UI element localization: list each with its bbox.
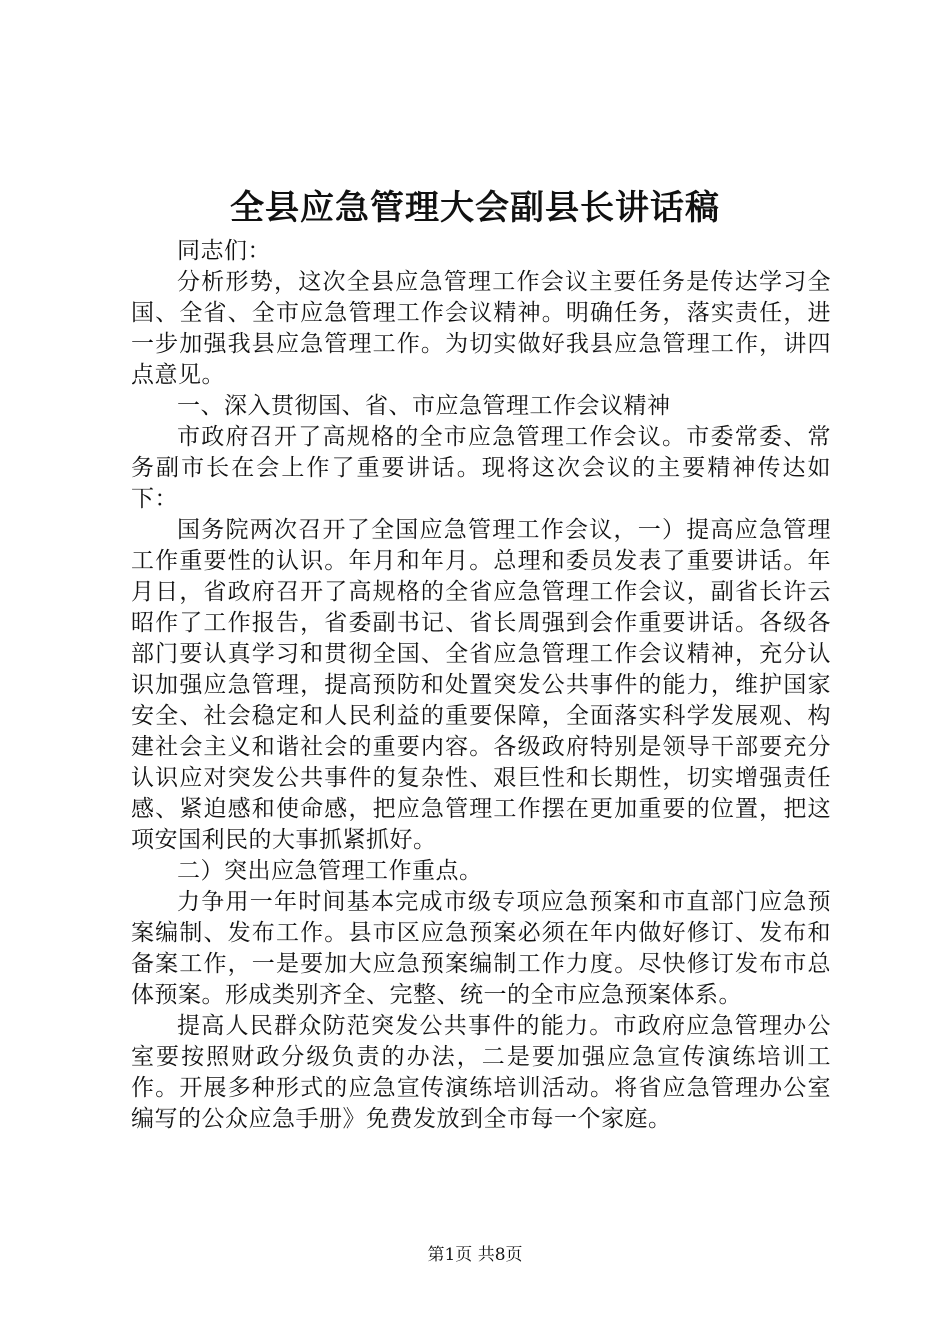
paragraph: 力争用一年时间基本完成市级专项应急预案和市直部门应急预案编制、发布工作。县市区应急预案必须在年内做好修订、发布和备案工作，一是要加大应急预案编制工作力度。尽快修订发布市总体预案。形成类别齐全、完整、统一的全市应急预案体系。: [131, 889, 831, 1008]
document-title: 全县应急管理大会副县长讲话稿: [230, 188, 720, 228]
page-number-footer: 第1页 共8页: [427, 1245, 523, 1265]
paragraph: 市政府召开了高规格的全市应急管理工作会议。市委常委、常务副市长在会上作了重要讲话。现将这次会议的主要精神传达如下：: [131, 424, 831, 512]
section-heading: 一、深入贯彻国、省、市应急管理工作会议精神: [177, 393, 671, 419]
document-body: [131, 236, 831, 1135]
salutation: 同志们：: [177, 238, 271, 264]
paragraph: 国务院两次召开了全国应急管理工作会议，一）提高应急管理工作重要性的认识。年月和年月。总理和委员发表了重要讲话。年月日，省政府召开了高规格的全省应急管理工作会议，副省长许云昭作了工作报告，省委副书记、省长周强到会作重要讲话。各级各部门要认真学习和贯彻全国、全省应急管理工作会议精神，充分认识加强应急管理，提高预防和处置突发公共事件的能力，维护国家安全、社会稳定和人民利益的重要保障，全面落实科学发展观、构建社会主义和谐社会的重要内容。各级政府特别是领导干部要充分认识应对突发公共事件的复杂性、艰巨性和长期性，切实增强责任感、紧迫感和使命感，把应急管理工作摆在更加重要的位置，把这项安国利民的大事抓紧抓好。: [131, 517, 831, 853]
paragraph: 分析形势，这次全县应急管理工作会议主要任务是传达学习全国、全省、全市应急管理工作会议精神。明确任务，落实责任，进一步加强我县应急管理工作。为切实做好我县应急管理工作，讲四点意见。: [131, 269, 831, 388]
paragraph: 提高人民群众防范突发公共事件的能力。市政府应急管理办公室要按照财政分级负责的办法，二是要加强应急宣传演练培训工作。开展多种形式的应急宣传演练培训活动。将省应急管理办公室编写的公众应急手册》免费发放到全市每一个家庭。: [131, 1013, 831, 1132]
subsection-heading: 二）突出应急管理工作重点。: [177, 858, 483, 884]
